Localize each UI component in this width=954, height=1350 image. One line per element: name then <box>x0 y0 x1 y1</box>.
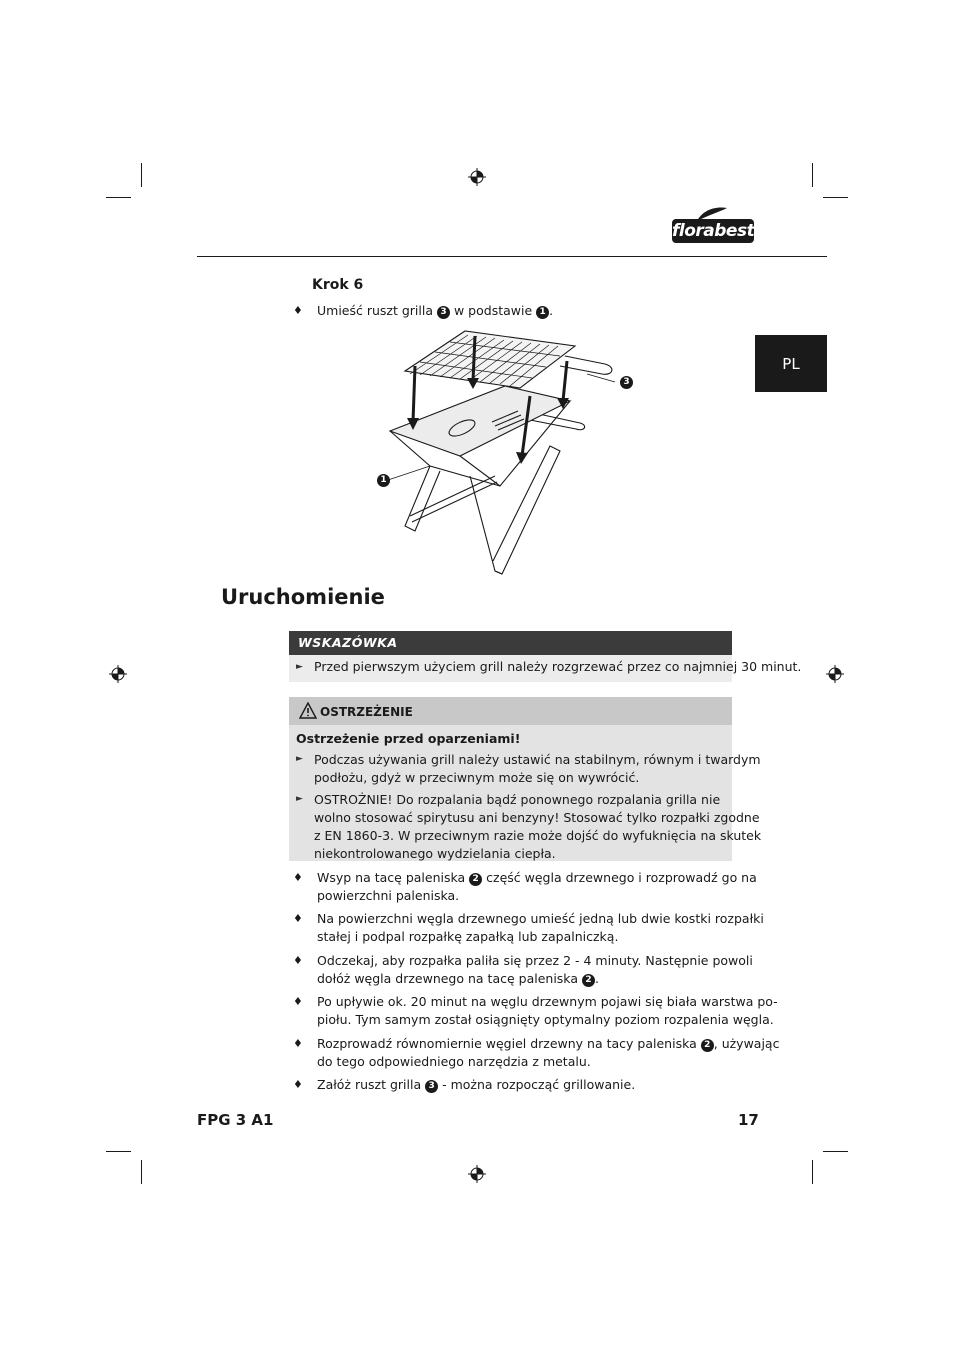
diamond-bullet-icon: ♦ <box>293 995 303 1008</box>
language-tab-label: PL <box>782 354 800 373</box>
crop-mark <box>141 1160 142 1184</box>
step-item: Po upływie ok. 20 minut na węglu drzewnym pojawi się biała warstwa po- piołu. Tym samym został osiągnięty optymalny poziom rozpalenia węgla. <box>317 994 778 1027</box>
step-item: Wsyp na tacę paleniska 2 część węgla drzewnego i rozprowadź go na powierzchni paleniska. <box>317 870 757 903</box>
ref-badge: 2 <box>582 974 595 987</box>
crop-mark <box>141 163 142 187</box>
crop-mark <box>106 197 131 198</box>
grill-assembly-illustration <box>370 326 640 576</box>
ref-badge: 1 <box>536 306 549 319</box>
step-title: Krok 6 <box>312 277 364 293</box>
note-text: Przed pierwszym użyciem grill należy rozgrzewać przez co najmniej 30 minut. <box>314 659 802 674</box>
note-heading: WSKAZÓWKA <box>289 631 732 655</box>
diamond-bullet-icon: ♦ <box>293 304 303 317</box>
registration-mark-icon <box>468 168 486 186</box>
crop-mark <box>823 197 848 198</box>
warning-triangle-icon <box>299 702 317 719</box>
arrow-bullet-icon: ► <box>296 794 303 804</box>
step-item: Na powierzchni węgla drzewnego umieść jedną lub dwie kostki rozpałki stałej i podpal rozpałkę zapałką lub zapalniczką. <box>317 911 764 944</box>
registration-mark-icon <box>468 1165 486 1183</box>
callout-base-badge: 1 <box>377 474 390 487</box>
arrow-bullet-icon: ► <box>296 662 303 672</box>
brand-logo <box>672 219 754 243</box>
arrow-bullet-icon: ► <box>296 754 303 764</box>
warning-item-2: OSTROŻNIE! Do rozpalania bądź ponownego rozpalania grilla nie wolno stosować spirytusu ani benzyny! Stosować tylko rozpałki zgodne z EN 1860-3. W przeciwnym razie może dojść do wyfuknięcia na skutek niekontrolowanego wydzielania ciepła. <box>314 792 762 861</box>
language-tab <box>755 335 827 392</box>
crop-mark <box>106 1151 131 1152</box>
warning-item-1: Podczas używania grill należy ustawić na stabilnym, równym i twardym podłożu, gdyż w przeciwnym może się on wywrócić. <box>314 752 761 785</box>
diamond-bullet-icon: ♦ <box>293 954 303 967</box>
ref-badge: 3 <box>437 306 450 319</box>
warning-subheading: Ostrzeżenie przed oparzeniami! <box>296 731 521 746</box>
model-number: FPG 3 A1 <box>197 1111 274 1129</box>
diamond-bullet-icon: ♦ <box>293 871 303 884</box>
warning-header <box>289 697 732 725</box>
warning-heading: OSTRZEŻENIE <box>320 705 413 719</box>
ref-badge: 2 <box>701 1039 714 1052</box>
section-title: Uruchomienie <box>221 585 385 609</box>
step-instruction: Umieść ruszt grilla 3 w podstawie 1 . <box>317 303 554 318</box>
diamond-bullet-icon: ♦ <box>293 912 303 925</box>
leaf-icon <box>695 206 729 222</box>
crop-mark <box>812 163 813 187</box>
diamond-bullet-icon: ♦ <box>293 1037 303 1050</box>
callout-grate-badge: 3 <box>620 376 633 389</box>
crop-mark <box>823 1151 848 1152</box>
page-number: 17 <box>738 1111 759 1129</box>
step-item: Rozprowadź równomiernie węgiel drzewny na tacy paleniska 2 , używając do tego odpowiedniego narzędzia z metalu. <box>317 1036 780 1069</box>
ref-badge: 2 <box>469 873 482 886</box>
registration-mark-icon <box>109 665 127 683</box>
header-rule <box>197 256 827 257</box>
crop-mark <box>812 1160 813 1184</box>
step-item: Odczekaj, aby rozpałka paliła się przez 2 - 4 minuty. Następnie powoli dołóż węgla drzewnego na tacę paleniska 2 . <box>317 953 753 986</box>
registration-mark-icon <box>826 665 844 683</box>
brand-logo-text: florabest <box>672 221 755 241</box>
diamond-bullet-icon: ♦ <box>293 1078 303 1091</box>
ref-badge: 3 <box>425 1080 438 1093</box>
step-item: Załóż ruszt grilla 3 - można rozpocząć grillowanie. <box>317 1077 636 1092</box>
